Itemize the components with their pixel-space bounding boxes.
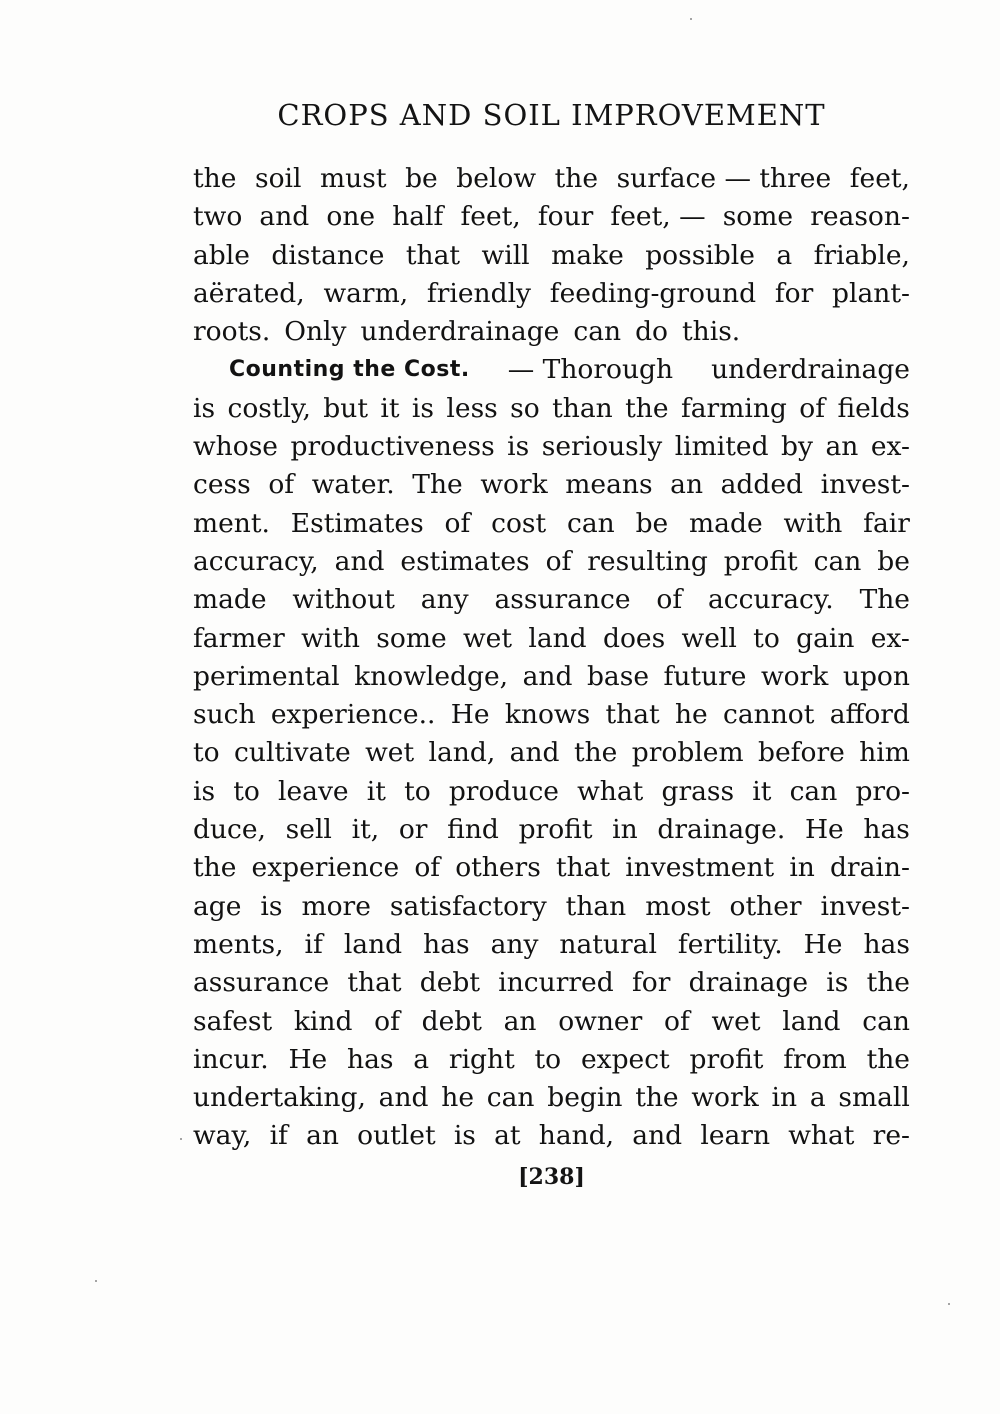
word: The — [859, 584, 910, 616]
word: will — [481, 239, 530, 271]
word: He — [803, 928, 843, 960]
word: or — [398, 814, 428, 846]
word: an — [825, 431, 859, 463]
text-line — [193, 505, 910, 543]
word: half — [392, 201, 444, 233]
word: him — [859, 737, 910, 769]
word: drainage — [688, 967, 809, 999]
word: right — [448, 1043, 515, 1075]
word: undertaking, — [193, 1082, 366, 1114]
word: of — [268, 469, 295, 501]
word: profit — [723, 545, 798, 577]
word: drain- — [829, 852, 910, 884]
word: with — [301, 622, 360, 654]
text-line — [193, 696, 910, 734]
paper-speck — [690, 18, 692, 20]
word: farmer — [193, 622, 285, 654]
word: costly, — [227, 392, 311, 424]
word: aërated, — [193, 277, 305, 309]
section-heading: Counting the Cost. — [229, 357, 470, 383]
word: ex- — [870, 622, 910, 654]
word: feet, — [849, 163, 910, 194]
word: cost — [491, 507, 547, 539]
word: what — [577, 775, 644, 807]
word: water. — [311, 469, 395, 501]
word: of — [799, 392, 826, 424]
word: incurred — [498, 967, 614, 999]
word: way, — [193, 1120, 252, 1152]
word: than — [565, 890, 627, 922]
word: owner — [558, 1005, 643, 1037]
word: is — [507, 431, 530, 463]
word: four — [537, 201, 594, 233]
word: fields — [837, 392, 910, 424]
text-line — [193, 926, 910, 964]
word: in — [612, 814, 638, 846]
word: feet, — [460, 201, 521, 233]
text-line — [193, 1003, 910, 1041]
word: invest- — [820, 469, 910, 501]
word: feeding-ground — [549, 277, 757, 309]
word: base — [586, 660, 649, 692]
word: has — [863, 814, 910, 846]
word: The — [412, 469, 463, 501]
word: by — [781, 431, 813, 463]
word: soil — [254, 163, 302, 194]
text-line — [193, 543, 910, 581]
word: if — [269, 1120, 288, 1152]
word: warm, — [323, 277, 409, 309]
word: than — [552, 392, 613, 424]
word: friendly — [426, 277, 532, 309]
word: of — [664, 1005, 690, 1037]
word: leave — [278, 775, 349, 807]
text-line — [193, 964, 910, 1002]
word: wet — [365, 737, 415, 769]
word: has — [863, 928, 910, 960]
word: satisfactory — [389, 890, 547, 922]
text-line — [193, 1117, 910, 1155]
word: upon — [842, 660, 910, 692]
word: the — [625, 392, 669, 424]
word: experience.. — [270, 699, 436, 731]
text-line — [193, 888, 910, 926]
word: incur. — [193, 1043, 269, 1075]
text-line — [193, 466, 910, 504]
text-line — [193, 658, 910, 696]
word: land, — [428, 737, 496, 769]
word: land — [343, 928, 403, 960]
word: has — [423, 928, 470, 960]
word: Estimates — [290, 507, 424, 539]
word: below — [456, 163, 537, 194]
word: safest — [193, 1005, 273, 1037]
word: Only — [284, 316, 347, 348]
word: pro- — [855, 775, 910, 807]
word: if — [304, 928, 323, 960]
text-line — [193, 351, 910, 389]
word: it — [366, 775, 386, 807]
word: that — [605, 699, 660, 731]
word: this. — [682, 316, 741, 348]
word: debt — [421, 1005, 482, 1037]
text-line — [193, 428, 910, 466]
word: underdrainage — [360, 316, 560, 348]
word: experience — [251, 852, 400, 884]
word: land — [782, 1005, 841, 1037]
word: outlet — [357, 1120, 436, 1152]
word: it — [380, 392, 400, 424]
word: is — [453, 1120, 476, 1152]
word: the — [554, 163, 599, 194]
word: is — [193, 392, 216, 424]
word: an — [503, 1005, 537, 1037]
word: land — [528, 622, 587, 654]
word: be — [635, 507, 669, 539]
word: sell — [285, 814, 332, 846]
word: accuracy, — [193, 545, 319, 577]
word: farming — [680, 392, 787, 424]
word: the — [193, 163, 237, 194]
word: an — [670, 469, 704, 501]
word: that — [347, 967, 402, 999]
word: work — [480, 469, 548, 501]
word: work — [691, 1082, 759, 1114]
word: cess — [193, 469, 251, 501]
word: re- — [872, 1120, 910, 1152]
body-text — [193, 160, 910, 1156]
word: resulting — [587, 545, 708, 577]
word: more — [301, 890, 371, 922]
word: reason- — [810, 201, 910, 233]
word: in — [771, 1082, 798, 1114]
word: and — [522, 660, 573, 692]
text-line — [193, 620, 910, 658]
word: is — [260, 890, 283, 922]
word: a — [413, 1043, 430, 1075]
word: of — [444, 507, 471, 539]
word: productiveness — [290, 431, 495, 463]
word: underdrainage — [711, 354, 910, 386]
text-line — [193, 773, 910, 811]
word: able — [193, 239, 250, 271]
word: the — [866, 967, 910, 999]
word: the — [866, 1043, 910, 1075]
word: any — [490, 928, 539, 960]
word: whose — [193, 431, 278, 463]
text-line — [193, 313, 910, 351]
word: and — [509, 737, 560, 769]
word: so — [510, 392, 540, 424]
word: the — [635, 1082, 679, 1114]
word: can — [862, 1005, 910, 1037]
word: others — [455, 852, 541, 884]
word: profit — [518, 814, 593, 846]
word: is — [193, 775, 216, 807]
word: well — [681, 622, 737, 654]
text-line — [193, 581, 910, 619]
word: debt — [419, 967, 481, 999]
word: can — [573, 316, 622, 348]
word: wet — [463, 622, 513, 654]
word: produce — [448, 775, 559, 807]
word: ments, — [193, 928, 284, 960]
text-line — [193, 734, 910, 772]
word: and — [632, 1120, 683, 1152]
word: He — [804, 814, 844, 846]
word: make — [551, 239, 624, 271]
word: friable, — [813, 239, 910, 271]
word: kind — [293, 1005, 353, 1037]
word: to — [233, 775, 260, 807]
word: a — [776, 239, 793, 271]
word: before — [758, 737, 845, 769]
word: assurance — [494, 584, 631, 616]
page-number: [238] — [518, 1164, 585, 1190]
word: expect — [580, 1043, 670, 1075]
word: ex- — [870, 431, 910, 463]
word: profit — [689, 1043, 764, 1075]
word: do — [635, 316, 669, 348]
word: age — [193, 890, 242, 922]
word: possible — [645, 239, 755, 271]
word: that — [405, 239, 461, 271]
word: can — [567, 507, 615, 539]
word: duce, — [193, 814, 266, 846]
word: to — [534, 1043, 562, 1075]
word: He — [450, 699, 490, 731]
word: small — [838, 1082, 910, 1114]
word: a — [809, 1082, 826, 1114]
word: and — [378, 1082, 429, 1114]
word: of — [414, 852, 441, 884]
word: most — [645, 890, 711, 922]
word: does — [602, 622, 666, 654]
word: of — [656, 584, 683, 616]
word: the — [193, 852, 237, 884]
word: to — [753, 622, 780, 654]
word: find — [447, 814, 499, 846]
word: it, — [351, 814, 380, 846]
word: learn — [700, 1120, 771, 1152]
text-line — [193, 1079, 910, 1117]
text-line — [193, 1041, 910, 1079]
text-line — [193, 160, 910, 198]
word: fair — [863, 507, 910, 539]
word: perimental — [193, 660, 340, 692]
word: must — [320, 163, 387, 194]
word: made — [689, 507, 763, 539]
word: such — [193, 699, 256, 731]
word: accuracy. — [708, 584, 834, 616]
word: can — [813, 545, 862, 577]
word: but — [323, 392, 368, 424]
text-line — [193, 811, 910, 849]
word: made — [193, 584, 267, 616]
word: one — [326, 201, 376, 233]
word: can — [789, 775, 838, 807]
paper-speck — [95, 1280, 97, 1282]
word: grass — [661, 775, 735, 807]
word: can — [486, 1082, 535, 1114]
word: two — [193, 201, 243, 233]
word: he — [441, 1082, 475, 1114]
word: and — [259, 201, 310, 233]
word: ment. — [193, 507, 270, 539]
word: seriously — [541, 431, 663, 463]
word: of — [545, 545, 572, 577]
word: limited — [674, 431, 769, 463]
word: at — [494, 1120, 521, 1152]
text-line — [193, 275, 910, 313]
word: hand, — [538, 1120, 615, 1152]
word: without — [292, 584, 395, 616]
word: problem — [631, 737, 744, 769]
word: the — [573, 737, 618, 769]
word: drainage. — [657, 814, 786, 846]
word: invest- — [820, 890, 910, 922]
word: from — [783, 1043, 847, 1075]
word: some — [376, 622, 447, 654]
word: has — [347, 1043, 394, 1075]
word: what — [788, 1120, 855, 1152]
word: natural — [559, 928, 657, 960]
word: to — [404, 775, 431, 807]
word: an — [306, 1120, 339, 1152]
word: feet, — — [610, 201, 706, 233]
word: any — [420, 584, 469, 616]
word: in — [789, 852, 815, 884]
word: he — [674, 699, 708, 731]
word: to — [193, 737, 220, 769]
word: be — [877, 545, 910, 577]
word: begin — [547, 1082, 623, 1114]
word: investment — [625, 852, 775, 884]
running-head: CROPS AND SOIL IMPROVEMENT — [277, 98, 826, 132]
word: afford — [829, 699, 910, 731]
word: of — [374, 1005, 400, 1037]
text-line — [193, 390, 910, 428]
text-line — [193, 198, 910, 236]
text-line — [193, 237, 910, 275]
word: other — [729, 890, 802, 922]
word: cultivate — [234, 737, 351, 769]
word: with — [783, 507, 843, 539]
word: knowledge, — [354, 660, 509, 692]
word: some — [722, 201, 794, 233]
word: is — [826, 967, 849, 999]
word: cannot — [723, 699, 815, 731]
word: for — [631, 967, 671, 999]
word: for — [774, 277, 814, 309]
word: that — [555, 852, 611, 884]
word: roots. — [193, 316, 271, 348]
word: distance — [271, 239, 385, 271]
text-line — [193, 849, 910, 887]
word: surface — three — [616, 163, 832, 194]
word: it — [752, 775, 772, 807]
word: gain — [796, 622, 855, 654]
word: less — [446, 392, 498, 424]
word: be — [405, 163, 438, 194]
word: estimates — [400, 545, 530, 577]
word: is — [411, 392, 434, 424]
paper-speck — [948, 1303, 950, 1305]
word: and — [334, 545, 385, 577]
word: knows — [504, 699, 591, 731]
paper-speck — [180, 1138, 182, 1140]
word: wet — [711, 1005, 761, 1037]
word: assurance — [193, 967, 330, 999]
word: future — [663, 660, 747, 692]
word: work — [760, 660, 829, 692]
word: He — [288, 1043, 328, 1075]
word: means — [565, 469, 653, 501]
word: plant- — [832, 277, 910, 309]
word: fertility. — [677, 928, 783, 960]
word: added — [720, 469, 803, 501]
word: — Thorough — [507, 354, 674, 386]
